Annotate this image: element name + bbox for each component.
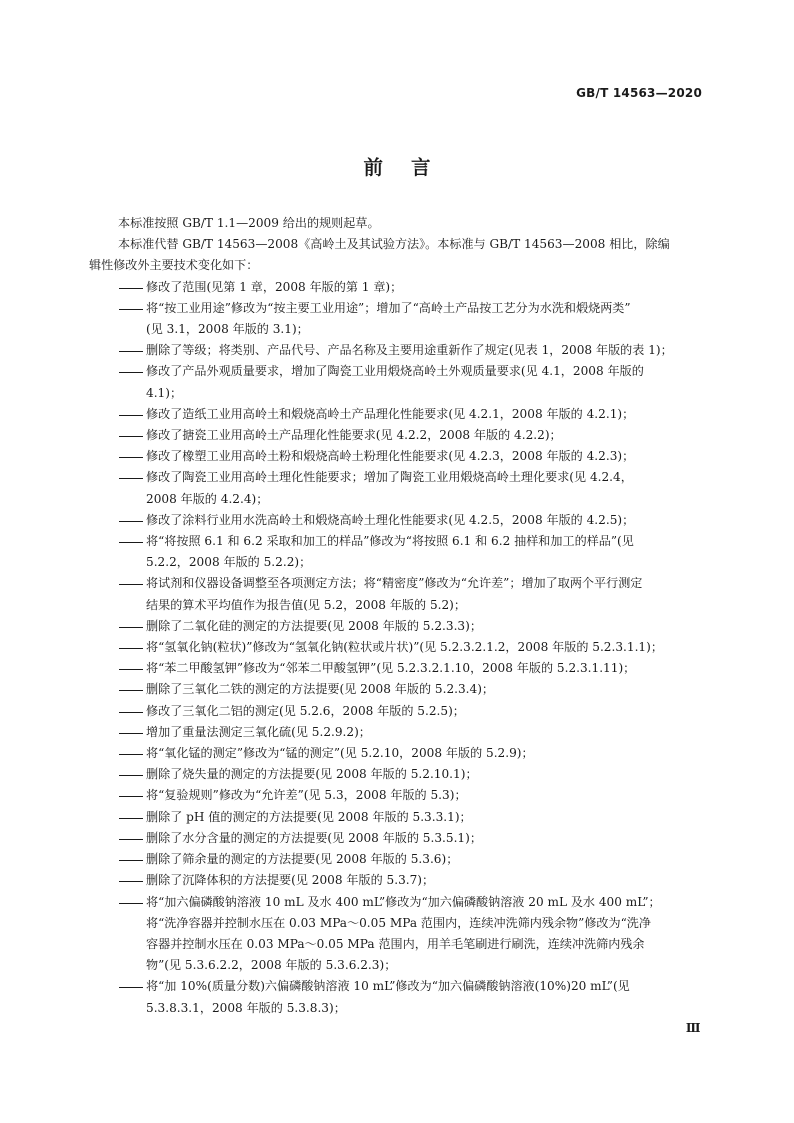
change-item-line: 删除了二氧化硅的测定的方法提要(见 2008 年版的 5.2.3.3)； [146, 618, 482, 633]
change-item-line: 删除了三氧化二铁的测定的方法提要(见 2008 年版的 5.2.3.4)； [146, 682, 495, 697]
change-item [118, 892, 706, 977]
document-body [89, 213, 706, 1019]
change-item-line: 删除了筛余量的测定的方法提要(见 2008 年版的 5.3.6)； [146, 852, 459, 867]
change-item-line: 将试剂和仪器设备调整至各项测定方法；将“精密度”修改为“允许差”；增加了取两个平行测定 [146, 576, 643, 591]
page-number: Ⅲ [685, 1021, 700, 1035]
change-item [118, 658, 706, 679]
intro-line: 辑性修改外主要技术变化如下： [89, 258, 259, 273]
change-item-line: 将“加 10%(质量分数)六偏磷酸钠溶液 10 mL”修改为“加六偏磷酸钠溶液(10%)20 mL”(见 [146, 979, 630, 994]
change-item-line: 将“洗净容器并控制水压在 0.03 MPa～0.05 MPa 范围内，连续冲洗筛内残余物”修改为“洗净 [146, 915, 651, 930]
change-item [118, 785, 706, 806]
intro-paragraph-1 [118, 213, 706, 234]
change-item [118, 764, 706, 785]
change-item [118, 849, 706, 870]
change-item [118, 277, 706, 298]
change-item [118, 531, 706, 573]
change-item-line: 修改了造纸工业用高岭土和煅烧高岭土产品理化性能要求(见 4.2.1，2008 年版的 4.2.1)； [146, 406, 635, 421]
intro-paragraph-2 [89, 234, 706, 276]
change-item-line: 将“复验规则”修改为“允许差”(见 5.3，2008 年版的 5.3)； [146, 788, 467, 803]
change-item [118, 340, 706, 361]
change-item [118, 701, 706, 722]
change-item-line: 删除了沉降体积的方法提要(见 2008 年版的 5.3.7)； [146, 873, 435, 888]
intro-line: 本标准按照 GB/T 1.1—2009 给出的规则起草。 [118, 216, 380, 230]
change-item-line: 修改了产品外观质量要求，增加了陶瓷工业用煅烧高岭土外观质量要求(见 4.1，2008 年版的 [146, 364, 644, 379]
change-item [118, 616, 706, 637]
change-item-line: 将“将按照 6.1 和 6.2 采取和加工的样品”修改为“将按照 6.1 和 6.2 抽样和加工的样品”(见 [146, 534, 634, 549]
change-item [118, 425, 706, 446]
change-item [118, 679, 706, 700]
change-item [118, 637, 706, 658]
change-item-line: 修改了范围(见第 1 章，2008 年版的第 1 章)； [146, 279, 403, 294]
change-item-line: 修改了三氧化二铝的测定(见 5.2.6，2008 年版的 5.2.5)； [146, 703, 465, 718]
change-item [118, 573, 706, 615]
change-item-line: 2008 年版的 4.2.4)； [146, 491, 269, 506]
change-item [118, 467, 706, 509]
change-item-line: 物”(见 5.3.6.2.2，2008 年版的 5.3.6.2.3)； [146, 958, 397, 973]
changes-list [118, 277, 706, 1019]
standard-code: GB/T 14563—2020 [576, 86, 702, 100]
change-item [118, 722, 706, 743]
change-item-line: 5.2.2，2008 年版的 5.2.2)； [146, 555, 312, 570]
change-item [118, 361, 706, 403]
change-item-line: 删除了等级；将类别、产品代号、产品名称及主要用途重新作了规定(见表 1，2008 年版的表 1)； [146, 343, 673, 358]
change-item-line: 修改了涂料行业用水洗高岭土和煅烧高岭土理化性能要求(见 4.2.5，2008 年版的 4.2.5)； [146, 512, 635, 527]
change-item [118, 404, 706, 425]
change-item-line: 将“氧化锰的测定”修改为“锰的测定”(见 5.2.10，2008 年版的 5.2.9)； [146, 746, 534, 761]
change-item-line: 将“氢氧化钠(粒状)”修改为“氢氧化钠(粒状或片状)”(见 5.2.3.2.1.2，2008 年版的 5.2.3.1.1)； [146, 640, 663, 655]
intro-line: 本标准代替 GB/T 14563—2008《高岭土及其试验方法》。本标准与 GB/T 14563—2008 相比，除编 [118, 237, 670, 252]
change-item-line: 4.1)； [146, 385, 183, 400]
change-item [118, 743, 706, 764]
change-item-line: 删除了烧失量的测定的方法提要(见 2008 年版的 5.2.10.1)； [146, 767, 478, 782]
change-item-line: 删除了水分含量的测定的方法提要(见 2008 年版的 5.3.5.1)； [146, 830, 482, 845]
change-item [118, 870, 706, 891]
change-item [118, 828, 706, 849]
change-item [118, 510, 706, 531]
change-item [118, 976, 706, 1018]
change-item-line: 将“加六偏磷酸钠溶液 10 mL 及水 400 mL”修改为“加六偏磷酸钠溶液 20 mL 及水 400 mL”； [146, 894, 661, 909]
change-item-line: 修改了搪瓷工业用高岭土产品理化性能要求(见 4.2.2，2008 年版的 4.2.2)； [146, 428, 562, 443]
change-item [118, 807, 706, 828]
change-item-line: 增加了重量法测定三氧化硫(见 5.2.9.2)； [146, 724, 371, 739]
change-item-line: 修改了陶瓷工业用高岭土理化性能要求；增加了陶瓷工业用煅烧高岭土理化要求(见 4.2.4， [146, 470, 633, 485]
change-item-line: 将“按工业用途”修改为“按主要工业用途”；增加了“高岭土产品按工艺分为水洗和煅烧两类” [146, 300, 631, 315]
change-item-line: 将“苯二甲酸氢钾”修改为“邻苯二甲酸氢钾”(见 5.2.3.2.1.10，2008 年版的 5.2.3.1.11)； [146, 661, 636, 676]
change-item-line: 结果的算术平均值作为报告值(见 5.2，2008 年版的 5.2)； [146, 597, 466, 612]
change-item-line: 5.3.8.3.1，2008 年版的 5.3.8.3)； [146, 1000, 346, 1015]
change-item [118, 298, 706, 340]
page-title: 前言 [363, 156, 459, 179]
change-item-line: 容器并控制水压在 0.03 MPa～0.05 MPa 范围内，用羊毛笔刷进行刷洗，连续冲洗筛内残余 [146, 936, 645, 951]
change-item-line: 修改了橡塑工业用高岭土粉和煅烧高岭土粉理化性能要求(见 4.2.3，2008 年版的 4.2.3)； [146, 449, 635, 464]
change-item [118, 446, 706, 467]
change-item-line: 删除了 pH 值的测定的方法提要(见 2008 年版的 5.3.3.1)； [146, 809, 472, 824]
change-item-line: (见 3.1，2008 年版的 3.1)； [146, 322, 309, 337]
